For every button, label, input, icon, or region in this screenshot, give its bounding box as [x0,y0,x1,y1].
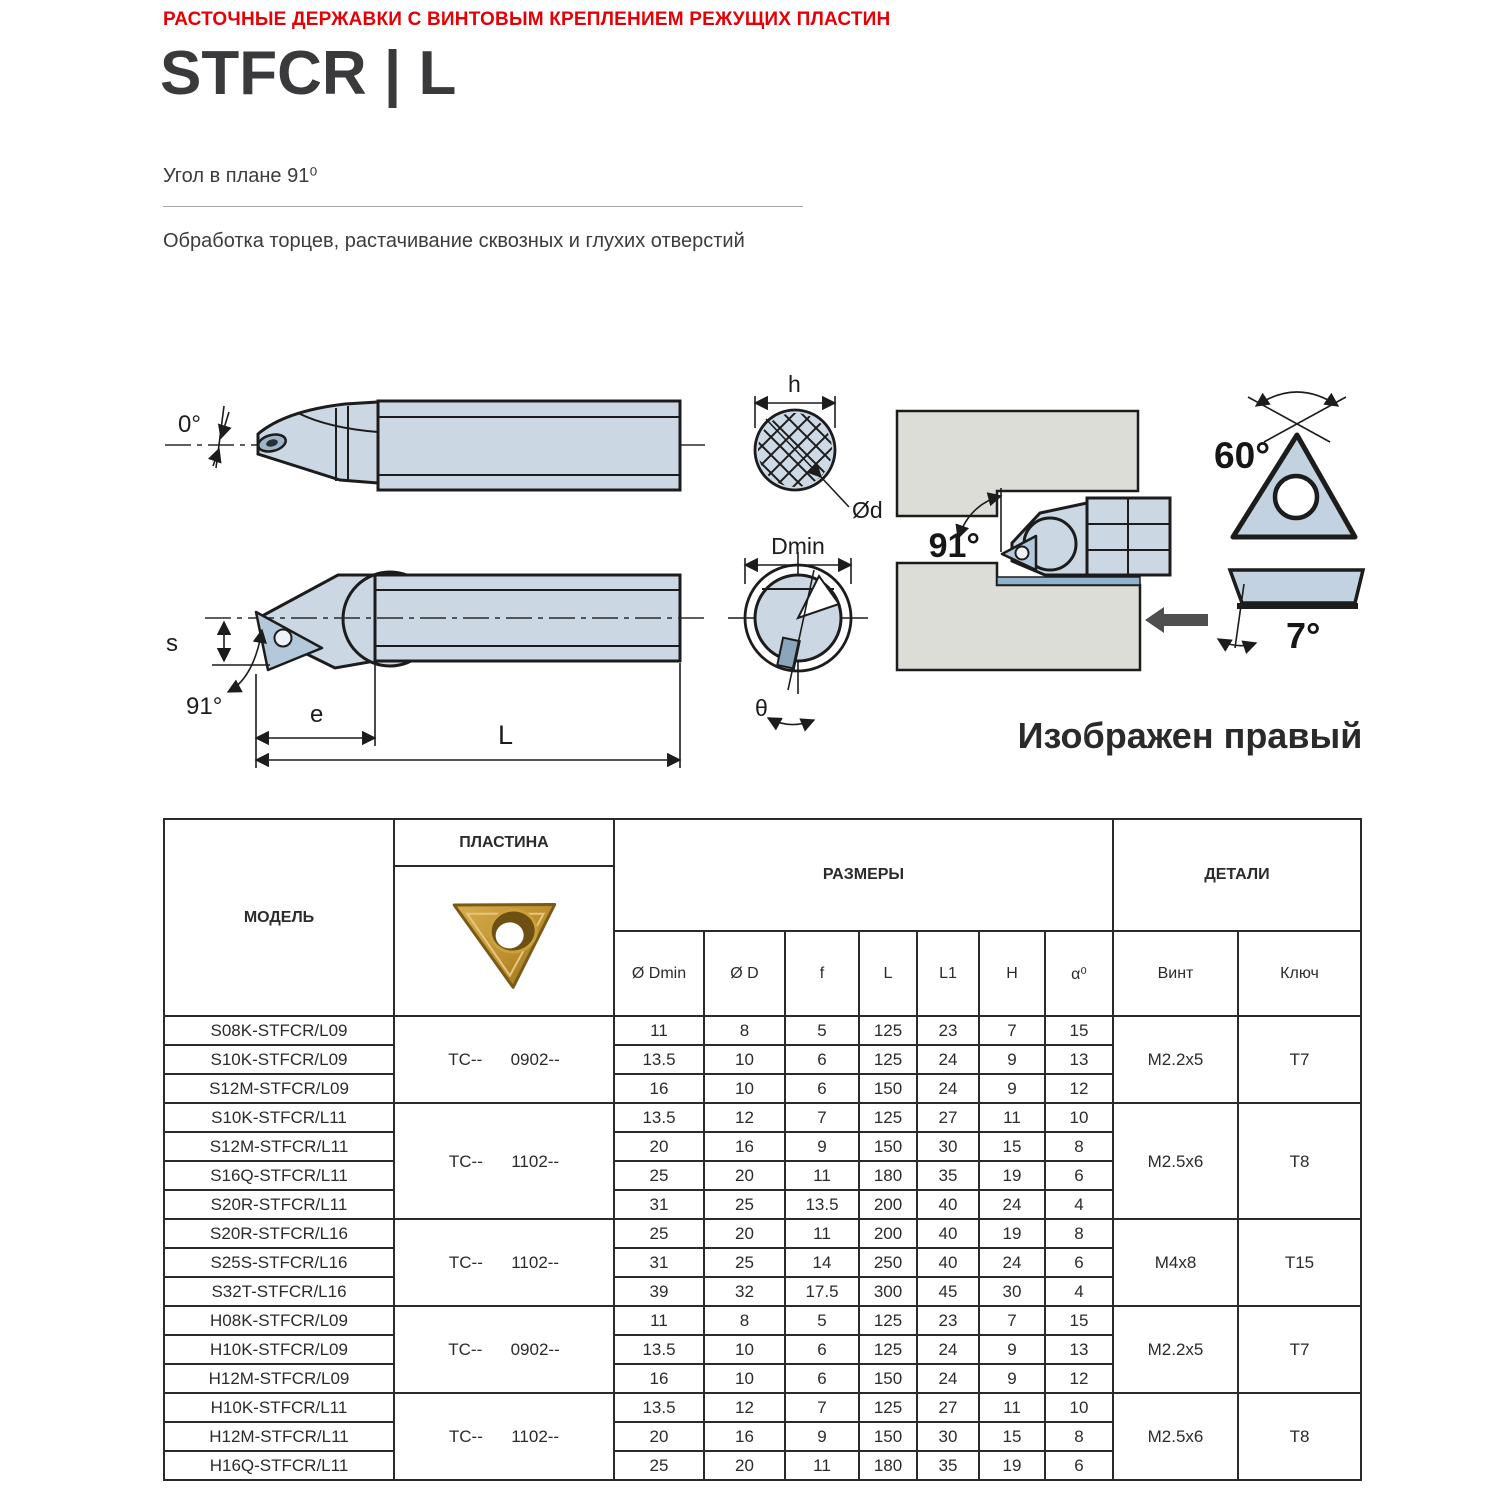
dim-cell: 9 [979,1335,1045,1364]
table-row [164,1103,1361,1132]
dim-cell: 25 [614,1161,704,1190]
dim-cell: 8 [704,1016,785,1045]
key-cell: T7 [1238,1306,1361,1393]
col-header-dmin: Ø Dmin [614,931,704,1016]
page-kicker: РАСТОЧНЫЕ ДЕРЖАВКИ С ВИНТОВЫМ КРЕПЛЕНИЕМ РЕЖУЩИХ ПЛАСТИН [163,9,891,30]
dim-cell: 9 [979,1074,1045,1103]
dim-cell: 200 [859,1219,917,1248]
boring-bar-insert-view [166,572,705,768]
model-cell: S10K-STFCR/L11 [164,1103,394,1132]
dim-cell: 16 [614,1074,704,1103]
dim-cell: 32 [704,1277,785,1306]
dim-cell: 10 [704,1335,785,1364]
model-cell: H12M-STFCR/L11 [164,1422,394,1451]
dim-cell: 125 [859,1393,917,1422]
model-cell: S16Q-STFCR/L11 [164,1161,394,1190]
dim-cell: 24 [917,1045,979,1074]
divider [163,206,803,207]
dim-cell: 23 [917,1306,979,1335]
dim-cell: 10 [1045,1103,1113,1132]
dim-cell: 15 [1045,1016,1113,1045]
head-length-label: e [310,701,324,728]
table-row [164,1016,1361,1045]
dim-cell: 12 [704,1103,785,1132]
dim-cell: 24 [979,1248,1045,1277]
model-cell: S12M-STFCR/L09 [164,1074,394,1103]
key-cell: T8 [1238,1103,1361,1219]
spec-table-body [164,1016,1361,1480]
dim-cell: 13.5 [614,1335,704,1364]
insert-code-cell: TC-- 1102-- [394,1393,614,1480]
dim-cell: 8 [704,1306,785,1335]
plan-angle-note: Угол в плане 91⁰ [163,165,318,187]
dim-cell: 125 [859,1016,917,1045]
dim-cell: 40 [917,1190,979,1219]
dim-cell: 300 [859,1277,917,1306]
dim-cell: 12 [704,1393,785,1422]
dim-cell: 11 [614,1306,704,1335]
dim-cell: 12 [1045,1364,1113,1393]
dim-cell: 6 [1045,1451,1113,1480]
feed-direction-arrow [1145,607,1208,633]
dim-cell: 150 [859,1074,917,1103]
model-cell: H10K-STFCR/L09 [164,1335,394,1364]
dim-cell: 19 [979,1219,1045,1248]
dim-cell: 10 [1045,1393,1113,1422]
shank-diameter-label: Ød [852,497,883,523]
dim-cell: 150 [859,1132,917,1161]
col-header-screw: Винт [1113,931,1238,1016]
insert-code-cell: TC-- 0902-- [394,1306,614,1393]
model-cell: H08K-STFCR/L09 [164,1306,394,1335]
dim-cell: 20 [614,1132,704,1161]
dim-cell: 11 [785,1451,859,1480]
dim-cell: 39 [614,1277,704,1306]
key-cell: T15 [1238,1219,1361,1306]
boring-bar-side-view [165,401,705,490]
table-row [164,1393,1361,1422]
insert-photo [424,874,584,1004]
dim-cell: 13 [1045,1335,1113,1364]
dim-cell: 9 [785,1422,859,1451]
model-cell: H16Q-STFCR/L11 [164,1451,394,1480]
dim-cell: 125 [859,1306,917,1335]
model-cell: S12M-STFCR/L11 [164,1132,394,1161]
machined-surface [997,577,1140,585]
dim-cell: 30 [917,1422,979,1451]
dim-cell: 7 [785,1103,859,1132]
dim-cell: 180 [859,1161,917,1190]
dim-cell: 16 [704,1132,785,1161]
insert-side-view [1218,570,1363,656]
dim-cell: 30 [917,1132,979,1161]
dim-cell: 15 [979,1422,1045,1451]
dim-cell: 150 [859,1422,917,1451]
dim-cell: 15 [979,1132,1045,1161]
dim-cell: 11 [979,1103,1045,1132]
col-header-key: Ключ [1238,931,1361,1016]
dim-cell: 5 [785,1016,859,1045]
dim-cell: 31 [614,1190,704,1219]
col-header-f: f [785,931,859,1016]
dim-cell: 14 [785,1248,859,1277]
col-header-l1: L1 [917,931,979,1016]
screw-cell: M2.2x5 [1113,1016,1238,1103]
dim-cell: 4 [1045,1277,1113,1306]
drawings-svg [150,356,1400,788]
dim-cell: 31 [614,1248,704,1277]
shank-height-label: s [166,630,178,657]
dim-cell: 16 [614,1364,704,1393]
dim-cell: 15 [1045,1306,1113,1335]
dim-cell: 6 [785,1364,859,1393]
dim-cell: 25 [614,1219,704,1248]
dim-cell: 13 [1045,1045,1113,1074]
dim-cell: 6 [1045,1248,1113,1277]
clearance-angle-label: 7° [1286,615,1321,656]
col-header-model: МОДЕЛЬ [164,819,394,1016]
dim-cell: 6 [785,1045,859,1074]
table-row [164,1306,1361,1335]
dim-cell: 6 [1045,1161,1113,1190]
dim-cell: 10 [704,1364,785,1393]
dim-cell: 45 [917,1277,979,1306]
dim-cell: 7 [785,1393,859,1422]
dim-cell: 8 [1045,1219,1113,1248]
model-cell: S08K-STFCR/L09 [164,1016,394,1045]
dim-cell: 35 [917,1161,979,1190]
dim-cell: 200 [859,1190,917,1219]
dim-cell: 150 [859,1364,917,1393]
dim-cell: 16 [704,1422,785,1451]
insert-code-cell: TC-- 1102-- [394,1219,614,1306]
col-header-insert: ПЛАСТИНА [394,819,614,866]
table-row [164,1219,1361,1248]
dim-cell: 7 [979,1016,1045,1045]
dim-cell: 20 [704,1451,785,1480]
dim-cell: 25 [704,1190,785,1219]
flat-width-label: h [788,371,801,397]
col-header-dimensions: РАЗМЕРЫ [614,819,1113,931]
dim-cell: 27 [917,1103,979,1132]
screw-cell: M2.5x6 [1113,1103,1238,1219]
col-header-details: ДЕТАЛИ [1113,819,1361,931]
dim-cell: 5 [785,1306,859,1335]
dim-cell: 8 [1045,1132,1113,1161]
col-header-d: Ø D [704,931,785,1016]
dim-cell: 30 [979,1277,1045,1306]
dim-cell: 4 [1045,1190,1113,1219]
dim-cell: 40 [917,1248,979,1277]
dim-cell: 11 [785,1161,859,1190]
overall-length-label: L [498,720,514,750]
model-cell: S32T-STFCR/L16 [164,1277,394,1306]
lead-angle-label: 91° [186,693,223,720]
dim-cell: 24 [917,1364,979,1393]
col-header-h: H [979,931,1045,1016]
spec-table [163,818,1362,1481]
dim-cell: 125 [859,1045,917,1074]
dim-cell: 13.5 [785,1190,859,1219]
dim-cell: 17.5 [785,1277,859,1306]
dim-cell: 23 [917,1016,979,1045]
col-header-alpha: α⁰ [1045,931,1113,1016]
theta-label: θ [755,695,768,721]
dim-cell: 11 [979,1393,1045,1422]
dim-cell: 11 [614,1016,704,1045]
insert-code-cell: TC-- 1102-- [394,1103,614,1219]
page-description: Обработка торцев, растачивание сквозных и глухих отверстий [163,230,745,252]
dim-cell: 20 [614,1422,704,1451]
col-header-l: L [859,931,917,1016]
dim-cell: 25 [704,1248,785,1277]
dim-cell: 8 [1045,1422,1113,1451]
dim-cell: 25 [614,1451,704,1480]
model-cell: S20R-STFCR/L16 [164,1219,394,1248]
dim-cell: 10 [704,1045,785,1074]
model-cell: H10K-STFCR/L11 [164,1393,394,1422]
model-cell: S20R-STFCR/L11 [164,1190,394,1219]
insert-photo-cell [394,866,614,1016]
dim-cell: 10 [704,1074,785,1103]
dim-cell: 6 [785,1074,859,1103]
dim-cell: 9 [979,1045,1045,1074]
dim-cell: 11 [785,1219,859,1248]
dim-cell: 250 [859,1248,917,1277]
model-cell: S10K-STFCR/L09 [164,1045,394,1074]
shank-cross-section [755,371,883,523]
scheme-angle-label: 91° [928,527,980,565]
dim-cell: 24 [979,1190,1045,1219]
dim-cell: 19 [979,1451,1045,1480]
page-title: STFCR | L [160,39,457,108]
screw-cell: M2.2x5 [1113,1306,1238,1393]
dim-cell: 24 [917,1335,979,1364]
min-bore-section [728,533,868,725]
min-bore-label: Dmin [771,533,825,559]
dim-cell: 7 [979,1306,1045,1335]
model-cell: H12M-STFCR/L09 [164,1364,394,1393]
dim-cell: 6 [785,1335,859,1364]
dim-cell: 13.5 [614,1045,704,1074]
machining-scheme [897,411,1208,670]
dim-cell: 12 [1045,1074,1113,1103]
insert-tip-angle-label: 60° [1214,435,1270,476]
insert-code-cell: TC-- 0902-- [394,1016,614,1103]
dim-cell: 9 [785,1132,859,1161]
dim-cell: 35 [917,1451,979,1480]
dim-cell: 125 [859,1103,917,1132]
scheme-caption: Изображен правый [1017,715,1363,756]
screw-cell: M4x8 [1113,1219,1238,1306]
technical-drawings [150,356,1400,788]
model-cell: S25S-STFCR/L16 [164,1248,394,1277]
dim-cell: 20 [704,1161,785,1190]
dim-cell: 27 [917,1393,979,1422]
dim-cell: 19 [979,1161,1045,1190]
dim-cell: 9 [979,1364,1045,1393]
rake-angle-label: 0° [178,411,201,438]
key-cell: T7 [1238,1016,1361,1103]
dim-cell: 180 [859,1451,917,1480]
dim-cell: 20 [704,1219,785,1248]
dim-cell: 40 [917,1219,979,1248]
dim-cell: 125 [859,1335,917,1364]
dim-cell: 24 [917,1074,979,1103]
dim-cell: 13.5 [614,1393,704,1422]
dim-cell: 13.5 [614,1103,704,1132]
key-cell: T8 [1238,1393,1361,1480]
screw-cell: M2.5x6 [1113,1393,1238,1480]
insert-face-view [1214,392,1355,537]
